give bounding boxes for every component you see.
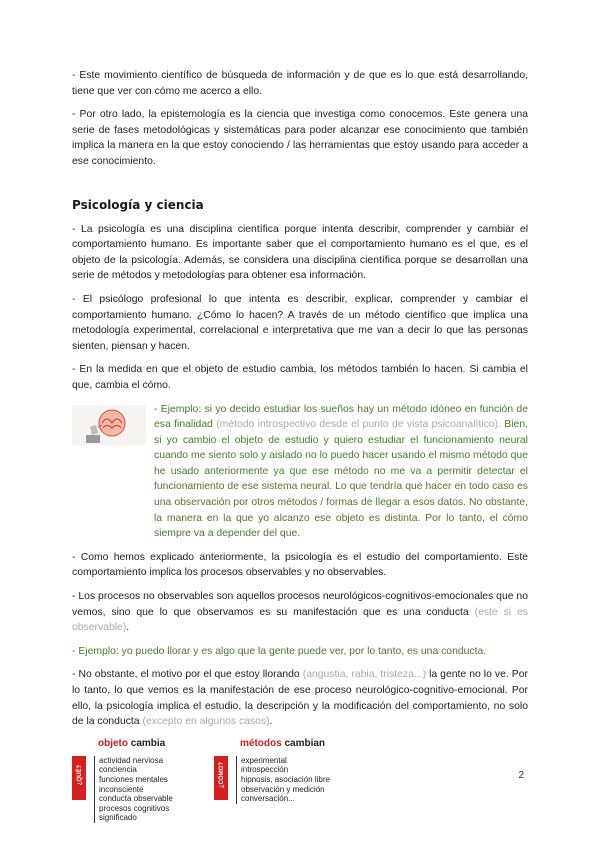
document-page [72,68,529,823]
paragraph: - En la medida en que el objeto de estudio cambia, los métodos también lo hacen. Si cambia el que, cambia el cómo. [72,364,528,391]
paragraph-text: - Los procesos no observables son aquellos procesos neurológicos-cognitivos-emocionales que no vemos, sino que lo que observamos es su manifestación que es una conducta [72,591,528,618]
paragraph: - Este movimiento científico de búsqueda de información y de que es lo que está desarrollando, tiene que ver con cómo me acerco a ello. [72,70,528,97]
diagram-list [94,756,173,823]
paragraph-note: (este si es observable) [72,606,529,634]
page-number: 2 [518,770,524,781]
list-item: conversación... [241,794,295,804]
list-item: funciones mentales [99,774,168,784]
list-item: actividad nerviosa [99,755,164,765]
object-method-diagram [72,737,528,823]
list-item: introspección [241,765,289,775]
diagram-tag: ¿QUÉ? [72,756,86,800]
paragraph: - Por otro lado, la epistemología es la ciencia que investiga como conocemos. Este genera una serie de fases metodológicas y sistemáticas para poder alcanzar ese conocimiento que también implica la manera en la que estoy conociendo / las herramientas que estoy usando para acceder a ese conocimiento. [72,109,528,167]
paragraph: - El psicólogo profesional lo que intenta es describir, explicar, comprender y cambiar el comportamiento humano. ¿Cómo lo hacen? A través de un método científico que implica una metodología experimental, correlacional e interpretativa que me van a decir lo que las personas sienten, piensan y hacen. [72,293,528,352]
list-item: inconsciente [99,784,144,794]
paragraph [72,589,528,636]
section-title: Psicología y ciencia [72,197,204,212]
paragraph-end: . [126,622,130,634]
paragraph-text: la gente no lo ve. Por lo tanto, lo que vemos es la manifestación de ese proceso neurológico-cognitivo-emocional. Por ello, la psicología implica el estudio, la descripción y la modificación del comportamiento, no solo de la conducta [72,669,528,728]
list-item: hipnosis, asociación libre [241,774,330,784]
paragraph [72,667,528,729]
example-paragraph: - Ejemplo: yo puedo llorar y es algo que la gente puede ver, por lo tanto, es una conducta. [72,645,487,657]
diagram-list [236,756,330,804]
example-text: Bien, si yo cambio el objeto de estudio y quiero estudiar el funcionamiento neural cuando me siento solo y aislado no lo puedo hacer usando el mismo método que he usado anteriormente ya que ese método no me va a permitir detectar el funcionamiento de ese sistema neural. Lo que tendría que hacer en todo caso es una observación por otros métodos / formas de llegar a esos datos. No obstante, la manera en la que yo alcanzo ese objeto es distinta. Por lo tanto, el cómo siempre va a depender del que. [154,419,528,540]
diagram-title: métodos cambian [240,737,326,749]
diagram-method-column [214,737,394,804]
paragraph: - Como hemos explicado anteriormente, la psicología es el estudio del comportamiento. Este comportamiento implica los procesos observables y no observables. [72,551,528,579]
paragraph-text: - No obstante, el motivo por el que estoy llorando [72,669,300,681]
list-item: observación y medición [241,784,325,794]
diagram-tag: ¿CÓMO? [214,756,228,800]
list-item: significado [99,813,137,823]
example-block [72,402,528,542]
paragraph-end: . [269,716,273,728]
list-item: conducta observable [99,794,173,804]
list-item: experimental [241,755,287,765]
example-note: (método introspectivo desde el punto de vista psicoanalítico). [216,419,501,431]
brain-illustration-icon [72,405,146,445]
paragraph: - La psicología es una disciplina científica porque intenta describir, comprender y cambiar el comportamiento humano. Es importante saber que el comportamiento humano es el que, es el objeto de la psicología. Además, se considera una disciplina científica porque se desarrollan una serie de métodos y metodologías para obtener esa información. [72,223,528,282]
list-item: procesos cognitivos [99,803,170,813]
paragraph-note: (excepto en algunos casos) [142,716,270,728]
paragraph-note: (angustia, rabia, tristeza...) [302,669,427,681]
diagram-title: objeto cambia [98,737,166,749]
list-item: conciencia [99,765,137,775]
example-text: - Ejemplo: si yo decido estudiar los sueños hay un método idóneo en función de esa finalidad [154,403,528,431]
